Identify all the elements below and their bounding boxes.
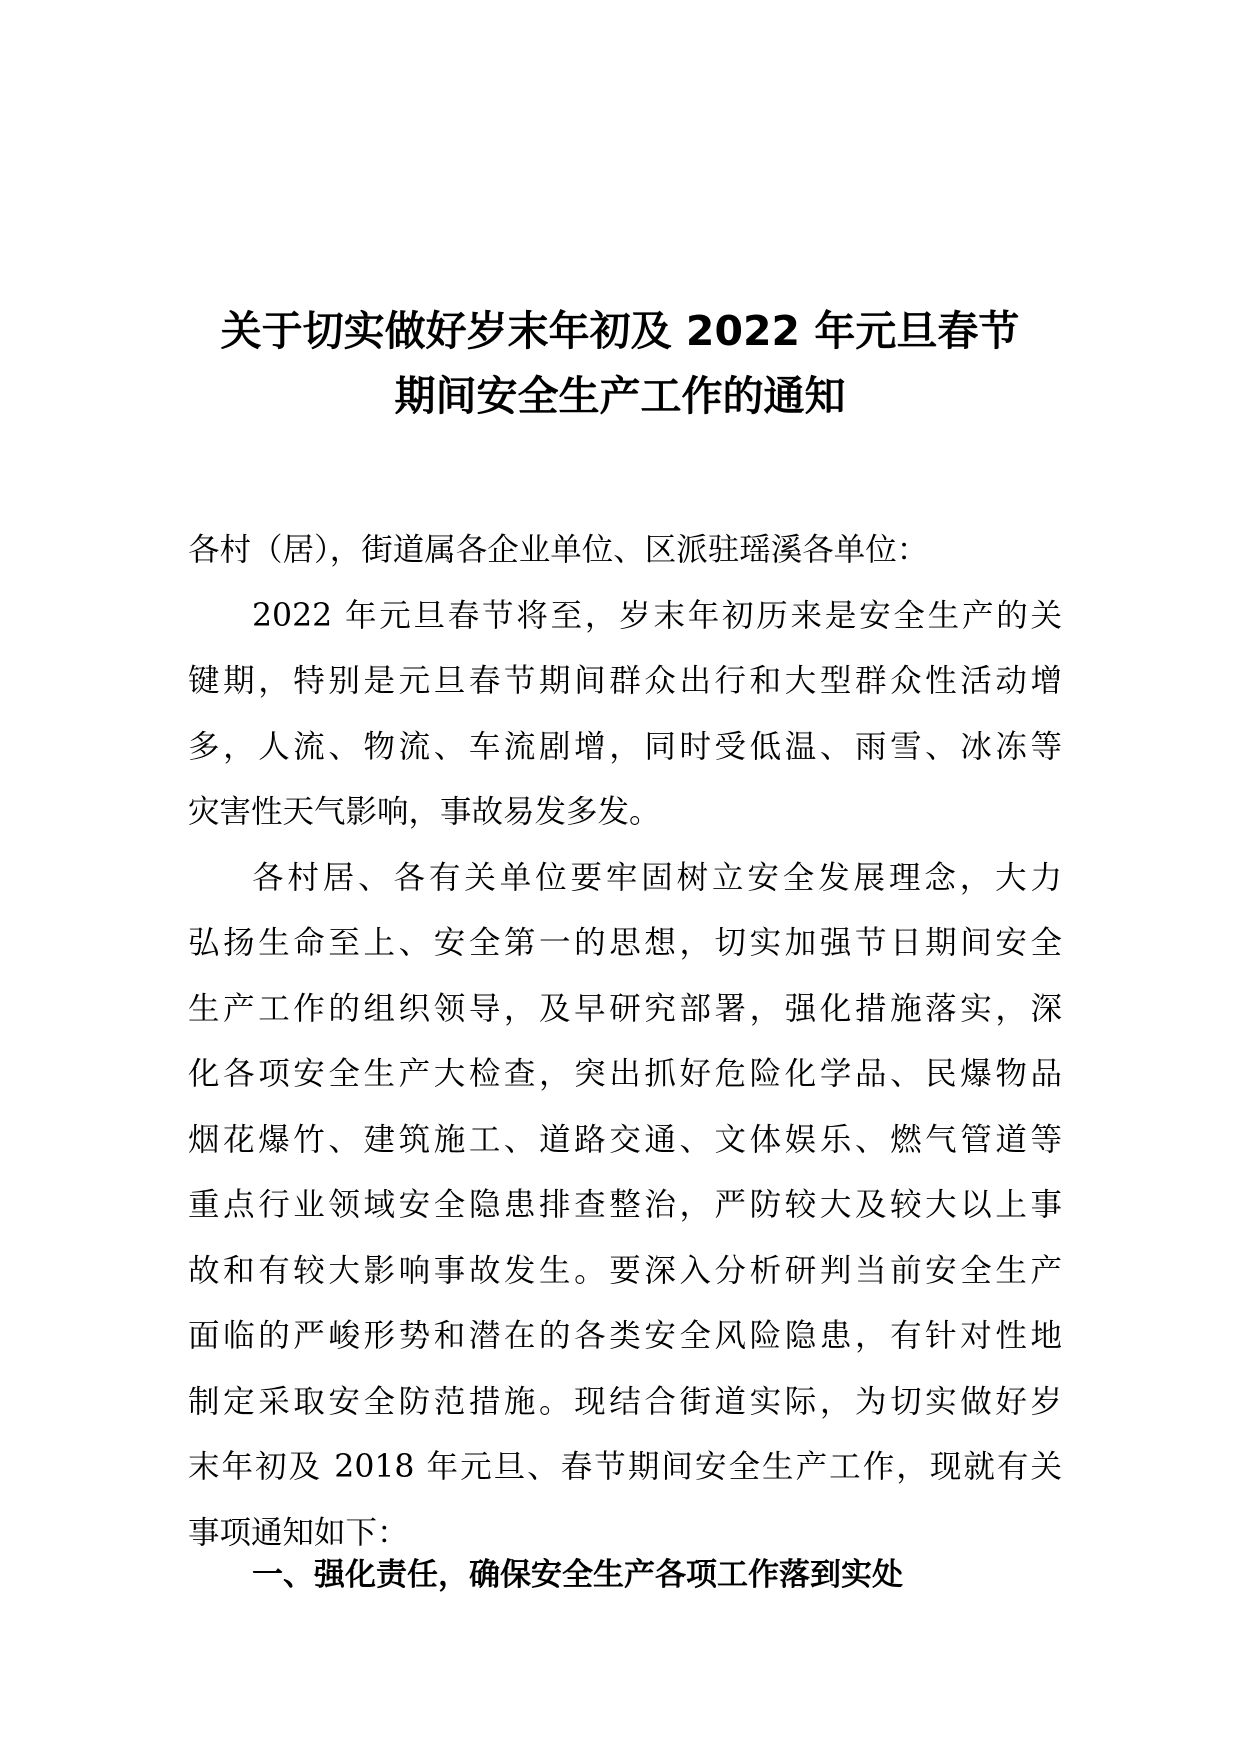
paragraph-2-line: 各村居、各有关单位要牢固树立安全发展理念，大力	[252, 859, 1062, 896]
paragraph-2-line: 故和有较大影响事故发生。要深入分析研判当前安全生产	[188, 1252, 1062, 1289]
paragraph-2-line: 烟花爆竹、建筑施工、道路交通、文体娱乐、燃气管道等	[188, 1121, 1062, 1158]
paragraph-1-line: 键期，特别是元旦春节期间群众出行和大型群众性活动增	[188, 663, 1062, 699]
paragraph-2-line: 生产工作的组织领导，及早研究部署，强化措施落实，深	[188, 990, 1062, 1027]
paragraph-1-line: 2022 年元旦春节将至，岁末年初历来是安全生产的关	[252, 597, 1062, 634]
section-heading: 一、强化责任，确保安全生产各项工作落到实处	[252, 1557, 903, 1593]
paragraph-1-line: 多，人流、物流、车流剧增，同时受低温、雨雪、冰冻等	[188, 728, 1062, 765]
document-title-line-2: 期间安全生产工作的通知	[394, 372, 846, 420]
paragraph-2-line: 化各项安全生产大检查，突出抓好危险化学品、民爆物品	[188, 1056, 1062, 1092]
paragraph-2-line: 制定采取安全防范措施。现结合街道实际，为切实做好岁	[188, 1383, 1062, 1420]
paragraph-2-line: 末年初及 2018 年元旦、春节期间安全生产工作，现就有关	[188, 1449, 1062, 1485]
document-title-line-1: 关于切实做好岁末年初及 2022 年元旦春节	[220, 307, 1020, 355]
paragraph-2-line: 弘扬生命至上、安全第一的思想，切实加强节日期间安全	[188, 925, 1062, 961]
paragraph-2-line: 面临的严峻形势和潜在的各类安全风险隐患，有针对性地	[188, 1318, 1062, 1354]
paragraph-2-line: 重点行业领域安全隐患排查整治，严防较大及较大以上事	[188, 1187, 1062, 1223]
paragraph-1-line: 灾害性天气影响，事故易发多发。	[188, 794, 661, 830]
paragraph-2-line: 事项通知如下：	[188, 1514, 409, 1551]
salutation: 各村（居），街道属各企业单位、区派驻瑶溪各单位：	[188, 532, 929, 568]
